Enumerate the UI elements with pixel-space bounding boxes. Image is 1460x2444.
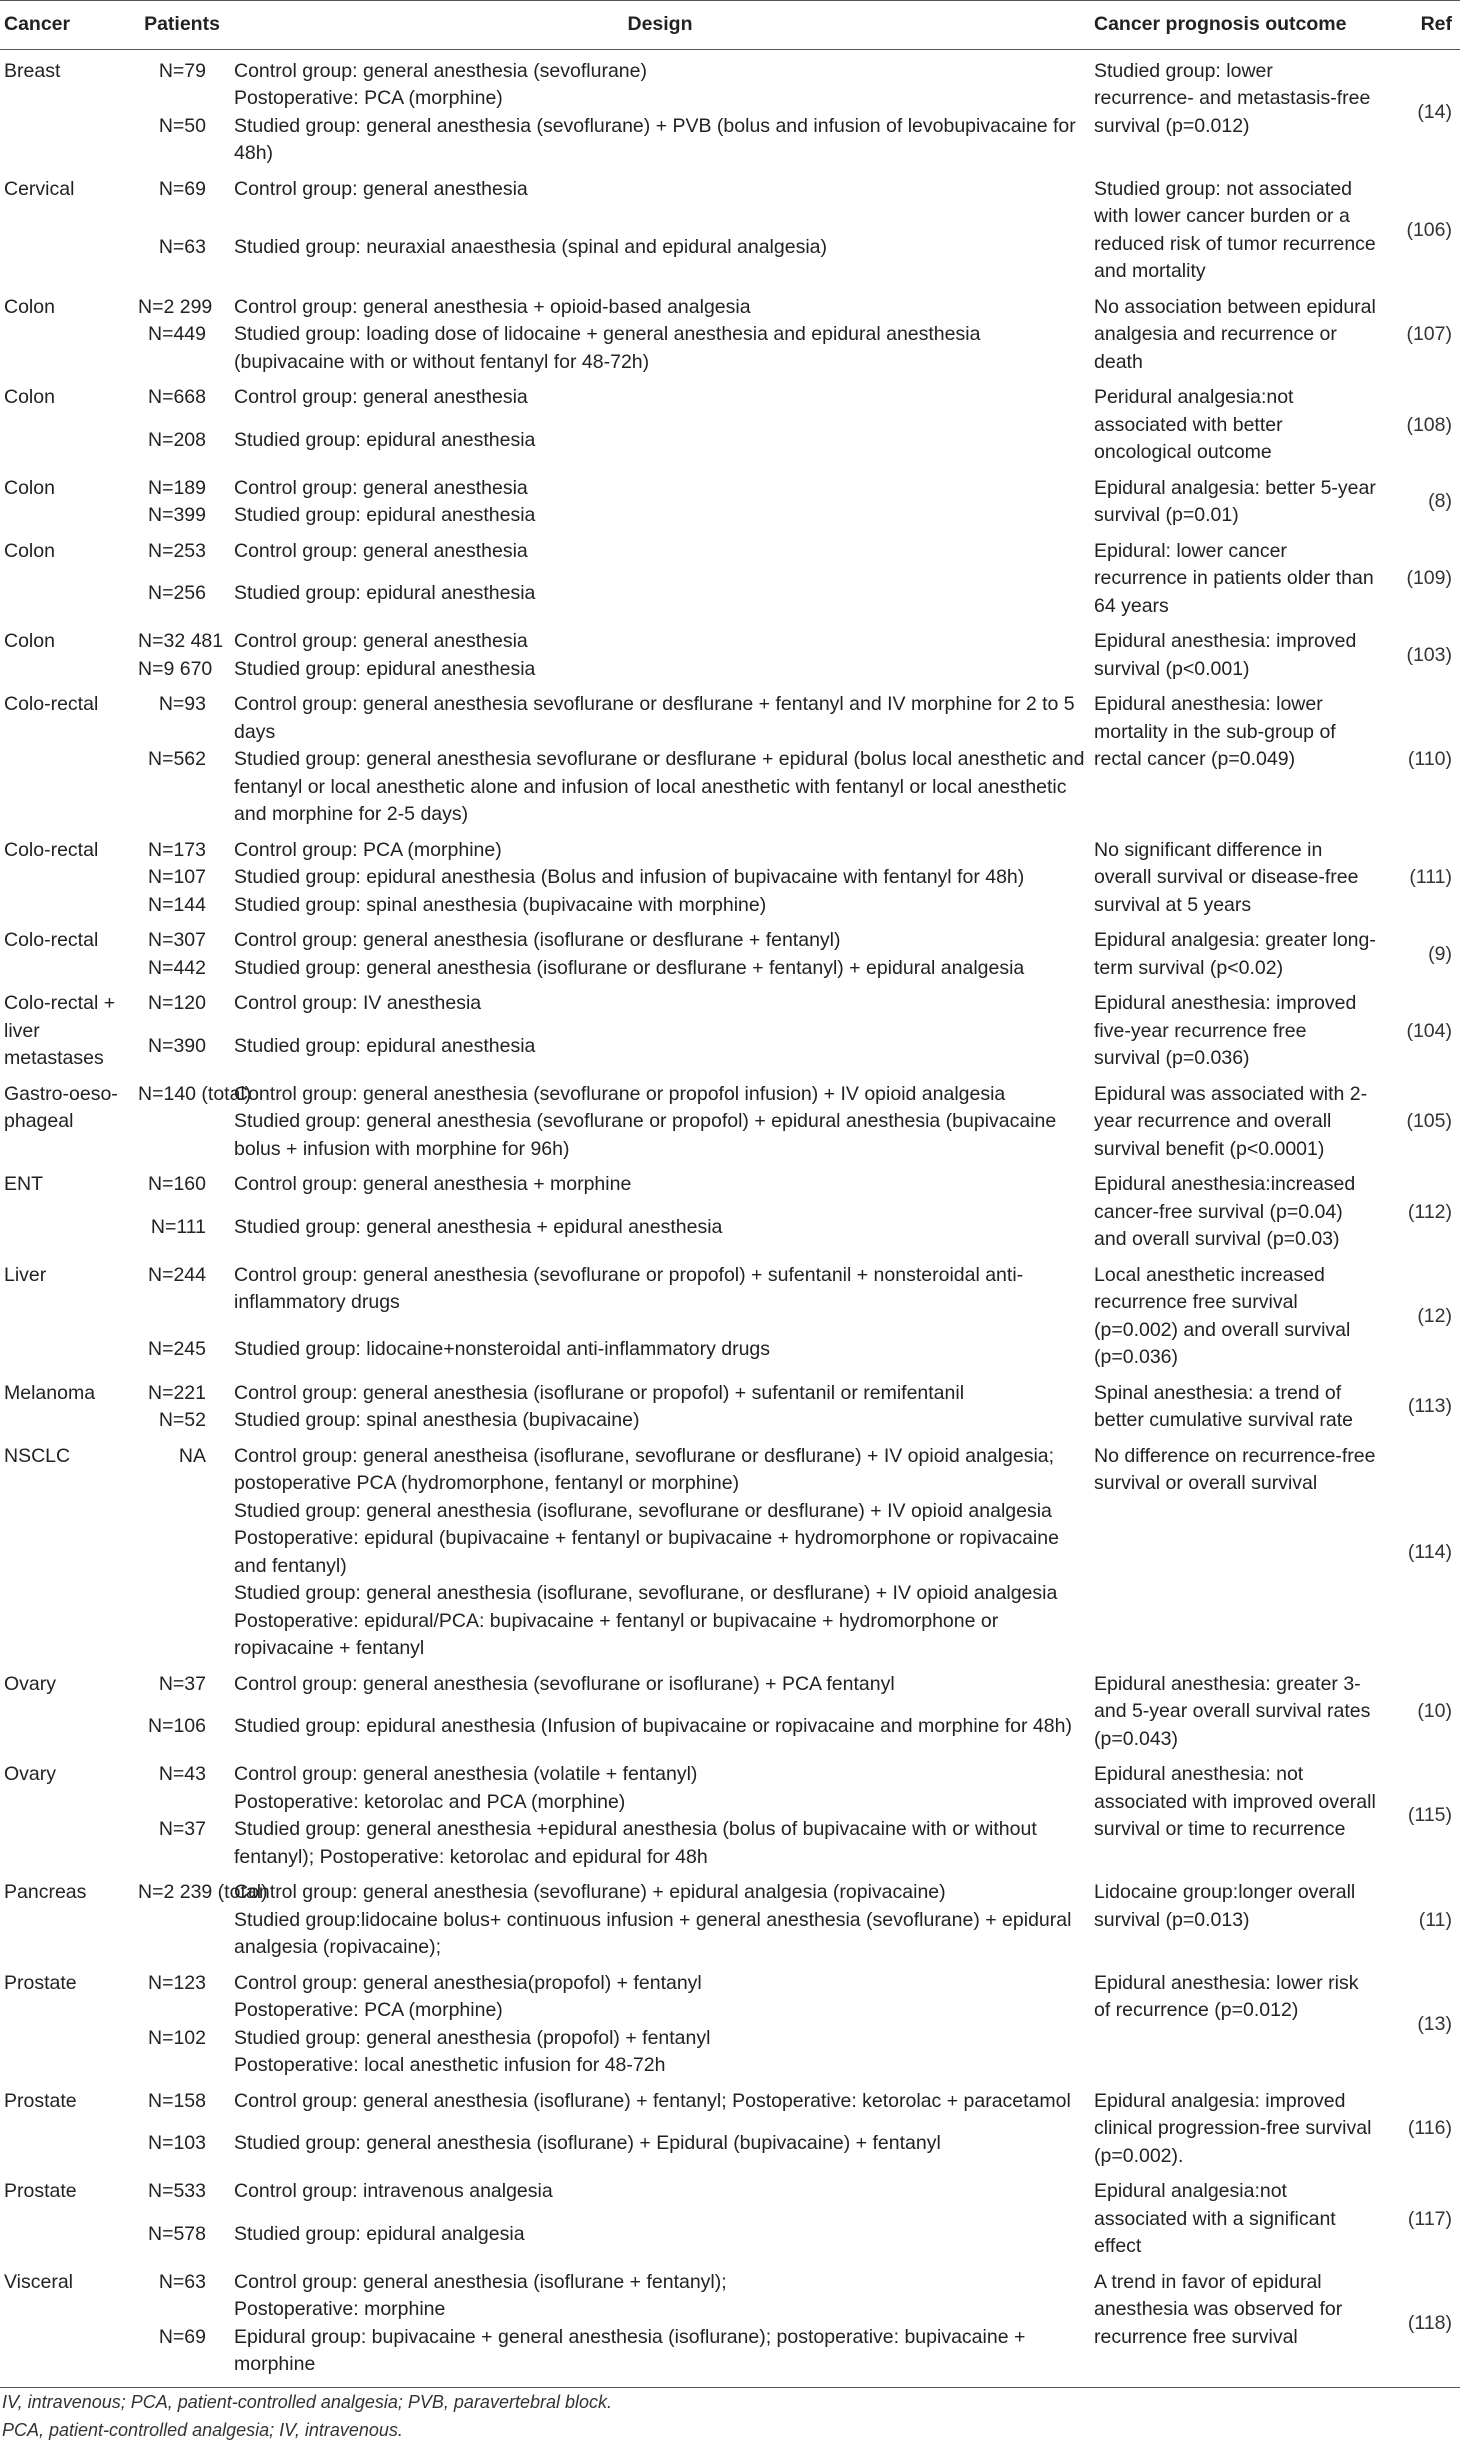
- table-row: [0, 620, 1460, 656]
- header-outcome: Cancer prognosis outcome: [1090, 1, 1380, 50]
- patients-cell: N=307: [147, 929, 206, 951]
- patients-cell: N=253: [147, 539, 206, 562]
- patients-cell: N=140 (total): [138, 1082, 252, 1105]
- design-line: Studied group: epidural anesthesia: [234, 657, 536, 680]
- cancer-cell: Cervical: [4, 177, 75, 200]
- table-row: [0, 49, 1460, 113]
- design-line: Studied group: loading dose of lidocaine + general anesthesia and epidural anesthesia (bupivacaine with or without fentanyl for 48-72h): [234, 323, 981, 373]
- design-line: Control group: general anesthesia: [234, 177, 528, 200]
- outcome-cell: Epidural anesthesia: not associated with improved overall survival or time to recurrence: [1094, 1763, 1376, 1840]
- design-cell: [230, 168, 1090, 234]
- ref-cell: (103): [1406, 643, 1452, 666]
- design-line: Studied group: general anesthesia (propofol) + fentanyl: [234, 2026, 711, 2049]
- patients-cell: N=120: [147, 992, 206, 1014]
- design-line: Control group: PCA (morphine): [234, 838, 502, 861]
- design-line: Studied group: epidural anesthesia (Infusion of bupivacaine or ropivacaine and morphine for 48h): [234, 1715, 1072, 1738]
- table-row: [0, 982, 1460, 1033]
- design-line: Studied group: general anesthesia (isoflurane) + Epidural (bupivacaine) + fentanyl: [234, 2132, 941, 2155]
- patients-cell: N=173: [147, 838, 206, 861]
- outcome-cell: Studied group: not associated with lower cancer burden or a reduced risk of tumor recurrence and mortality: [1094, 177, 1376, 282]
- outcome-cell: Local anesthetic increased recurrence free survival (p=0.002) and overall survival (p=0.036): [1094, 1263, 1351, 1368]
- ref-cell: (114): [1407, 1540, 1452, 1563]
- patients-cell: N=111: [150, 1215, 206, 1238]
- ref-cell: (106): [1406, 218, 1452, 241]
- design-cell: [230, 1871, 1090, 1962]
- design-cell: [230, 1214, 1090, 1254]
- cancer-cell: NSCLC: [4, 1444, 71, 1467]
- patients-cell: N=9 670: [138, 657, 213, 680]
- design-line: Control group: general anesthesia (sevoflurane): [234, 59, 647, 82]
- design-cell: [230, 321, 1090, 376]
- design-cell: [230, 1753, 1090, 1816]
- design-cell: [230, 2025, 1090, 2080]
- table-row: [0, 286, 1460, 322]
- patients-cell: NA: [178, 1444, 206, 1467]
- design-cell: [230, 829, 1090, 865]
- design-cell: [230, 427, 1090, 467]
- patients-cell: N=37: [158, 1672, 206, 1695]
- outcome-cell: A trend in favor of epidural anesthesia was observed for recurrence free survival: [1094, 2270, 1343, 2348]
- outcome-cell: Spinal anesthesia: a trend of better cumulative survival rate: [1094, 1381, 1354, 1431]
- design-line: Epidural group: bupivacaine + general anesthesia (isoflurane); postoperative: bupivacaine + morphine: [234, 2325, 1026, 2375]
- cancer-cell: Colo-rectal + liver metastases: [4, 992, 116, 1069]
- design-line: Postoperative: PCA (morphine): [234, 87, 503, 109]
- design-line: Studied group: general anesthesia (isoflurane, sevoflurane, or desflurane) + IV opioid analgesia: [234, 1582, 1058, 1604]
- design-line: Studied group: general anesthesia (isoflurane or desflurane + fentanyl) + epidural analgesia: [234, 956, 1025, 979]
- cancer-cell: Pancreas: [4, 1881, 87, 1903]
- footnote: PCA, patient-controlled analgesia; IV, intravenous.: [2, 2419, 403, 2440]
- patients-cell: N=160: [147, 1173, 206, 1195]
- table-row: [0, 1962, 1460, 2025]
- design-cell: [230, 2170, 1090, 2221]
- ref-cell: (14): [1417, 100, 1452, 123]
- design-cell: [230, 286, 1090, 322]
- table-row: [0, 829, 1460, 865]
- table-row: [0, 1163, 1460, 1214]
- design-cell: [230, 49, 1090, 113]
- patients-cell: N=144: [147, 893, 206, 916]
- outcome-cell: Epidural analgesia:not associated with a significant effect: [1094, 2180, 1336, 2257]
- design-line: Studied group: spinal anesthesia (bupivacaine): [234, 1409, 640, 1431]
- header-ref: Ref: [1380, 1, 1460, 50]
- design-line: Control group: general anesthesia (sevoflurane or propofol infusion) + IV opioid analgesia: [234, 1082, 1006, 1105]
- table-row: [0, 467, 1460, 503]
- design-line: Control group: general anesthesia (sevoflurane) + epidural analgesia (ropivacaine): [234, 1881, 946, 1903]
- table-row: [0, 1871, 1460, 1962]
- ref-cell: (107): [1406, 323, 1452, 345]
- design-line: Studied group: lidocaine+nonsteroidal anti-inflammatory drugs: [234, 1337, 771, 1360]
- footnote: IV, intravenous; PCA, patient-controlled analgesia; PVB, paravertebral block.: [2, 2391, 612, 2412]
- ref-cell: (13): [1417, 2012, 1452, 2035]
- table-row: [0, 1753, 1460, 1816]
- design-cell: [230, 1962, 1090, 2025]
- ref-cell: (109): [1406, 567, 1452, 589]
- outcome-cell: Epidural anesthesia: lower risk of recurrence (p=0.012): [1094, 1971, 1359, 2021]
- outcome-cell: Lidocaine group:longer overall survival (p=0.013): [1094, 1881, 1356, 1931]
- design-cell: [230, 1336, 1090, 1372]
- patients-cell: N=2 299: [138, 295, 213, 318]
- design-line: Control group: general anesthesia: [234, 386, 528, 408]
- design-cell: [230, 2261, 1090, 2324]
- design-line: Control group: general anesthesia: [234, 630, 528, 652]
- design-line: Studied group: epidural anesthesia: [234, 504, 536, 526]
- patients-cell: N=390: [147, 1034, 206, 1057]
- design-cell: [230, 656, 1090, 684]
- patients-cell: N=63: [158, 235, 206, 258]
- design-line: Studied group: neuraxial anaesthesia (spinal and epidural analgesia): [234, 235, 827, 258]
- design-cell: [230, 864, 1090, 892]
- design-line: Control group: general anesthesia (sevoflurane or propofol) + sufentanil + nonsteroidal anti-inflammatory drugs: [234, 1263, 1024, 1313]
- design-line: Postoperative: PCA (morphine): [234, 1999, 503, 2021]
- header-cancer: Cancer: [0, 1, 134, 50]
- outcome-cell: Epidural anesthesia: greater 3- and 5-year overall survival rates (p=0.043): [1094, 1672, 1371, 1750]
- cancer-cell: Prostate: [4, 2089, 77, 2112]
- patients-cell: N=69: [158, 2325, 206, 2348]
- patients-cell: N=449: [147, 323, 206, 345]
- ref-cell: (10): [1417, 1700, 1452, 1722]
- cancer-cell: Gastro-oeso-phageal: [4, 1082, 118, 1132]
- design-cell: [230, 376, 1090, 427]
- header-design: Design: [230, 1, 1090, 50]
- ref-cell: (115): [1407, 1804, 1452, 1827]
- design-line: Control group: general anesthesia + opioid-based analgesia: [234, 295, 751, 318]
- design-cell: [230, 530, 1090, 581]
- patients-cell: N=244: [147, 1263, 206, 1286]
- design-line: Control group: general anesthesia + morphine: [234, 1173, 632, 1195]
- design-line: Control group: general anesthesia (isoflurane + fentanyl);: [234, 2270, 727, 2293]
- patients-cell: N=37: [158, 1818, 206, 1840]
- cancer-cell: Visceral: [4, 2270, 74, 2293]
- design-line: Control group: general anesthesia: [234, 476, 528, 499]
- outcome-cell: Epidural anesthesia: improved five-year recurrence free survival (p=0.036): [1094, 992, 1357, 1069]
- cancer-cell: Melanoma: [4, 1381, 96, 1404]
- design-line: Control group: intravenous analgesia: [234, 2180, 553, 2202]
- outcome-cell: Studied group: lower recurrence- and metastasis-free survival (p=0.012): [1094, 59, 1371, 137]
- patients-cell: N=668: [147, 386, 206, 408]
- design-line: Control group: general anesthesia(propofol) + fentanyl: [234, 1971, 702, 1994]
- table-body: [0, 49, 1460, 2379]
- table-row: [0, 1435, 1460, 1663]
- design-line: Studied group: epidural anesthesia: [234, 582, 536, 605]
- cancer-cell: Colo-rectal: [4, 929, 99, 951]
- design-line: Studied group: epidural anesthesia: [234, 428, 536, 451]
- table-row: [0, 2170, 1460, 2221]
- patients-cell: N=442: [147, 956, 206, 979]
- patients-cell: N=189: [147, 476, 206, 499]
- design-line: Studied group: general anesthesia sevoflurane or desflurane + epidural (bolus local anesthetic and fentanyl or local anesthetic alone and infusion of local anesthetic with fentanyl or local anesthetic and morphine for 2-5 days): [234, 748, 1085, 825]
- design-line: Studied group: general anesthesia (isoflurane, sevoflurane or desflurane) + IV opioid analgesia: [234, 1499, 1052, 1522]
- design-line: Studied group: general anesthesia +epidural anesthesia (bolus of bupivacaine with or without fentanyl); Postoperative: ketorolac and epidural for 48h: [234, 1818, 1037, 1868]
- outcome-cell: Epidural anesthesia: lower mortality in the sub-group of rectal cancer (p=0.049): [1094, 693, 1336, 770]
- cancer-cell: Colon: [4, 539, 55, 562]
- table-row: [0, 919, 1460, 955]
- outcome-cell: No association between epidural analgesia and recurrence or death: [1094, 295, 1376, 373]
- patients-cell: N=399: [147, 504, 206, 526]
- design-line: Control group: general anestheisa (isoflurane, sevoflurane or desflurane) + IV opioid analgesia; postoperative PCA (hydromorphone, fentanyl or morphine): [234, 1444, 1055, 1494]
- design-cell: [230, 1407, 1090, 1435]
- design-line: Studied group: general anesthesia + epidural anesthesia: [234, 1215, 723, 1238]
- patients-cell: N=50: [158, 114, 206, 137]
- design-line: Control group: general anesthesia (isoflurane or propofol) + sufentanil or remifentanil: [234, 1381, 965, 1404]
- design-cell: [230, 2130, 1090, 2170]
- design-cell: [230, 620, 1090, 656]
- table-header: [0, 1, 1460, 50]
- footnotes: [0, 2388, 1460, 2444]
- design-line: Studied group: epidural anesthesia: [234, 1034, 536, 1057]
- outcome-cell: Epidural analgesia: improved clinical progression-free survival (p=0.002).: [1094, 2089, 1372, 2167]
- design-line: Studied group: general anesthesia (sevoflurane) + PVB (bolus and infusion of levobupivacaine for 48h): [234, 114, 1076, 164]
- cancer-cell: Ovary: [4, 1763, 57, 1785]
- ref-cell: (108): [1406, 413, 1452, 436]
- table-row: [0, 2080, 1460, 2131]
- patients-cell: N=578: [147, 2222, 206, 2245]
- design-line: Studied group: epidural anesthesia (Bolus and infusion of bupivacaine with fentanyl for 48h): [234, 866, 1025, 888]
- cancer-cell: Breast: [4, 59, 61, 82]
- cancer-cell: Colon: [4, 630, 55, 652]
- patients-cell: N=221: [147, 1381, 206, 1404]
- ref-cell: (9): [1428, 942, 1452, 965]
- design-cell: [230, 1663, 1090, 1714]
- patients-cell: N=256: [147, 582, 206, 605]
- outcome-cell: Peridural analgesia:not associated with better oncological outcome: [1094, 386, 1294, 463]
- design-line: Control group: general anesthesia sevoflurane or desflurane + fentanyl and IV morphine for 2 to 5 days: [234, 693, 1075, 743]
- design-line: Studied group: epidural analgesia: [234, 2222, 525, 2245]
- ref-cell: (116): [1407, 2117, 1452, 2139]
- patients-cell: N=52: [158, 1409, 206, 1431]
- cancer-cell: Colon: [4, 295, 55, 318]
- table-row: [0, 376, 1460, 427]
- patients-cell: N=208: [147, 428, 206, 451]
- ref-cell: (112): [1407, 1200, 1452, 1223]
- table-row: [0, 1372, 1460, 1408]
- ref-cell: (8): [1428, 490, 1452, 513]
- design-line: Studied group: general anesthesia (sevoflurane or propofol) + epidural anesthesia (bupivacaine bolus + infusion with morphine for 96h): [234, 1110, 1057, 1160]
- table-row: [0, 2261, 1460, 2324]
- outcome-cell: Epidural anesthesia: improved survival (p<0.001): [1094, 630, 1357, 680]
- patients-cell: N=245: [147, 1337, 206, 1360]
- cancer-cell: Colo-rectal: [4, 838, 99, 861]
- design-cell: [230, 919, 1090, 955]
- design-cell: [230, 892, 1090, 920]
- cancer-cell: Liver: [4, 1263, 47, 1286]
- ref-cell: (105): [1406, 1110, 1452, 1132]
- outcome-cell: Epidural: lower cancer recurrence in patients older than 64 years: [1094, 539, 1374, 617]
- patients-cell: N=79: [158, 59, 206, 82]
- design-cell: [230, 113, 1090, 168]
- table-row: [0, 1254, 1460, 1336]
- design-line: Studied group:lidocaine bolus+ continuous infusion + general anesthesia (sevoflurane) + epidural analgesia (ropivacaine);: [234, 1908, 1072, 1958]
- outcome-cell: Epidural anesthesia:increased cancer-free survival (p=0.04) and overall survival (p=0.03): [1094, 1173, 1356, 1250]
- design-cell: [230, 955, 1090, 983]
- ref-cell: (111): [1409, 866, 1452, 888]
- design-cell: [230, 2221, 1090, 2261]
- design-cell: [230, 234, 1090, 286]
- design-cell: [230, 746, 1090, 829]
- patients-cell: N=102: [147, 2026, 206, 2049]
- patients-cell: N=123: [147, 1971, 206, 1994]
- table-row: [0, 168, 1460, 234]
- design-cell: [230, 502, 1090, 530]
- design-cell: [230, 2324, 1090, 2379]
- ref-cell: (11): [1418, 1908, 1452, 1931]
- ref-cell: (118): [1407, 2311, 1452, 2334]
- design-cell: [230, 982, 1090, 1033]
- design-line: Postoperative: local anesthetic infusion for 48-72h: [234, 2054, 666, 2076]
- outcome-cell: No difference on recurrence-free survival or overall survival: [1094, 1444, 1376, 1494]
- patients-cell: N=69: [158, 177, 206, 200]
- design-line: Control group: general anesthesia (volatile + fentanyl): [234, 1763, 698, 1785]
- cancer-cell: ENT: [4, 1173, 43, 1195]
- outcome-cell: No significant difference in overall survival or disease-free survival at 5 years: [1094, 838, 1359, 916]
- ref-cell: (110): [1407, 748, 1452, 770]
- ref-cell: (104): [1406, 1019, 1452, 1042]
- patients-cell: N=63: [158, 2270, 206, 2293]
- header-patients: Patients: [134, 1, 230, 50]
- design-cell: [230, 2080, 1090, 2131]
- patients-cell: N=158: [147, 2089, 206, 2112]
- design-cell: [230, 1816, 1090, 1871]
- design-cell: [230, 1073, 1090, 1164]
- design-line: Control group: general anesthesia (isoflurane or desflurane + fentanyl): [234, 929, 841, 951]
- table-row: [0, 1073, 1460, 1164]
- patients-cell: N=93: [158, 693, 206, 715]
- design-cell: [230, 467, 1090, 503]
- table-row: [0, 683, 1460, 746]
- design-line: Control group: general anesthesia (isoflurane) + fentanyl; Postoperative: ketorolac + paracetamol: [234, 2089, 1071, 2112]
- cancer-cell: Colon: [4, 476, 55, 499]
- patients-cell: N=533: [147, 2180, 206, 2202]
- design-line: Control group: general anesthesia: [234, 539, 528, 562]
- ref-cell: (12): [1417, 1304, 1452, 1327]
- design-line: Postoperative: epidural (bupivacaine + fentanyl or bupivacaine + hydromorphone or ropivacaine and fentanyl): [234, 1527, 1059, 1577]
- design-line: Control group: general anesthesia (sevoflurane or isoflurane) + PCA fentanyl: [234, 1672, 895, 1695]
- cancer-cell: Prostate: [4, 2180, 77, 2202]
- design-cell: [230, 1163, 1090, 1214]
- outcome-cell: Epidural was associated with 2-year recurrence and overall survival benefit (p<0.0001): [1094, 1082, 1368, 1160]
- patients-cell: N=32 481: [138, 630, 224, 652]
- outcome-cell: Epidural analgesia: better 5-year survival (p=0.01): [1094, 476, 1376, 526]
- ref-cell: (113): [1407, 1395, 1452, 1418]
- cancer-cell: Colon: [4, 386, 55, 408]
- design-cell: [230, 1713, 1090, 1753]
- patients-cell: N=106: [147, 1715, 206, 1738]
- ref-cell: (117): [1407, 2207, 1452, 2230]
- design-line: Postoperative: epidural/PCA: bupivacaine + fentanyl or bupivacaine + hydromorphone or ropivacaine + fentanyl: [234, 1609, 999, 1659]
- cancer-cell: Prostate: [4, 1971, 77, 1994]
- design-cell: [230, 683, 1090, 746]
- table-row: [0, 1663, 1460, 1714]
- design-line: Control group: IV anesthesia: [234, 992, 482, 1014]
- cancer-cell: Ovary: [4, 1672, 57, 1695]
- design-cell: [230, 1435, 1090, 1663]
- patients-cell: N=107: [147, 866, 206, 888]
- patients-cell: N=2 239 (total): [138, 1881, 268, 1903]
- cancer-cell: Colo-rectal: [4, 693, 99, 715]
- design-line: Studied group: spinal anesthesia (bupivacaine with morphine): [234, 893, 767, 916]
- design-cell: [230, 1033, 1090, 1073]
- design-cell: [230, 1372, 1090, 1408]
- outcome-cell: Epidural analgesia: greater long-term survival (p<0.02): [1094, 929, 1376, 979]
- table-row: [0, 530, 1460, 581]
- patients-cell: N=43: [158, 1763, 206, 1785]
- patients-cell: N=103: [147, 2132, 206, 2155]
- design-cell: [230, 580, 1090, 620]
- design-cell: [230, 1254, 1090, 1336]
- design-line: Postoperative: morphine: [234, 2298, 446, 2320]
- design-line: Postoperative: ketorolac and PCA (morphine): [234, 1790, 626, 1813]
- patients-cell: N=562: [147, 748, 206, 770]
